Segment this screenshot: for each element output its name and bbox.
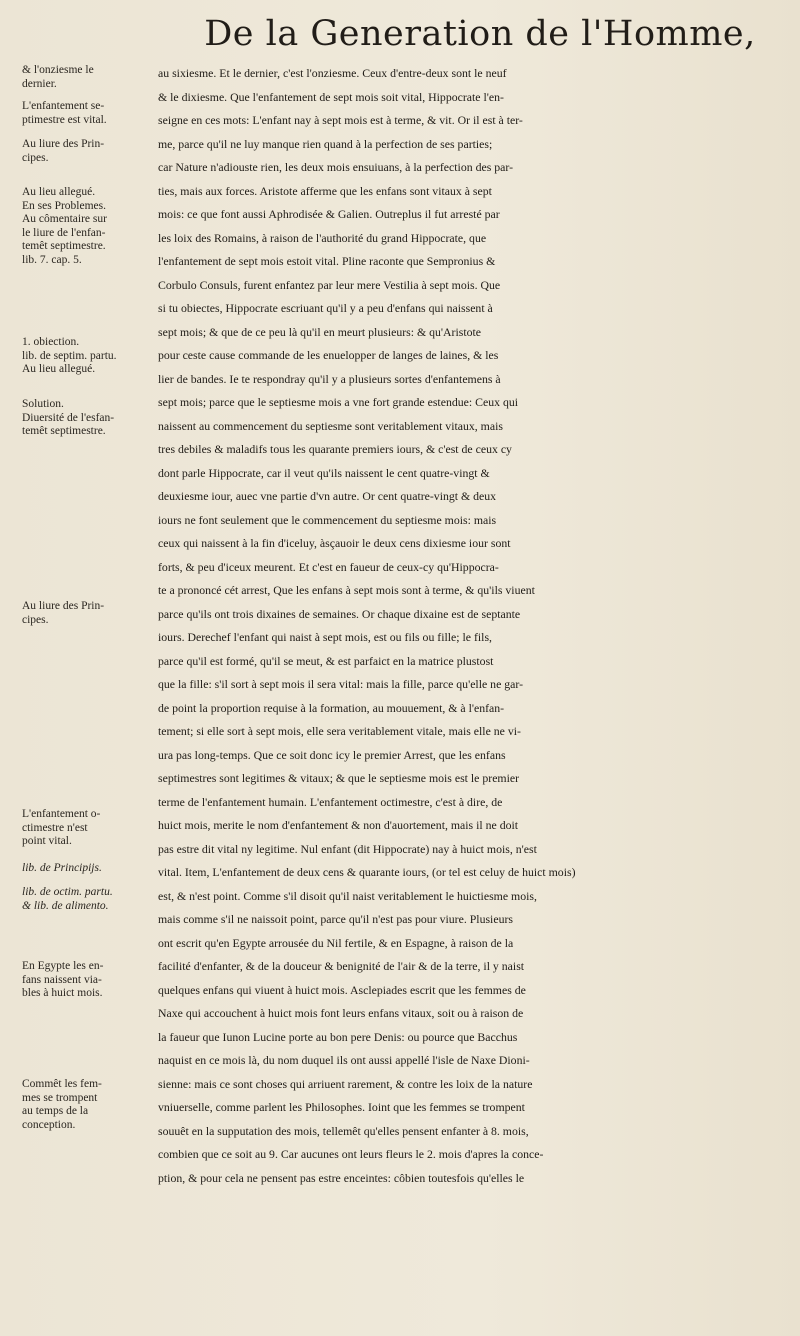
text-line: ura pas long-temps. Que ce soit donc icy le premier Arrest, que les enfans	[158, 747, 506, 762]
text-line: naissent au commencement du septiesme sont veritablement vitaux, mais	[158, 418, 503, 433]
text-line: forts, & peu d'iceux meurent. Et c'est en faueur de ceux-cy qu'Hippocra-	[158, 559, 499, 574]
margin-notes	[22, 0, 154, 1336]
text-line: & le dixiesme. Que l'enfantement de sept mois soit vital, Hippocrate l'en-	[158, 89, 504, 104]
margin-note-line: En Egypte les en-	[22, 960, 104, 972]
margin-note-line: ctimestre n'est	[22, 821, 88, 834]
margin-note-line: L'enfantement o-	[22, 808, 101, 820]
margin-note	[22, 886, 154, 913]
text-line: terme de l'enfantement humain. L'enfantement octimestre, c'est à dire, de	[158, 794, 503, 809]
margin-note	[22, 600, 154, 627]
text-line: te a prononcé cét arrest, Que les enfans à sept mois sont à terme, & qu'ils viuent	[158, 583, 535, 597]
text-line: seigne en ces mots: L'enfant nay à sept mois est à terme, & vit. Or il est à ter-	[158, 113, 523, 127]
margin-note-line: dernier.	[22, 77, 57, 90]
text-line: que la fille: s'il sort à sept mois il sera vital: mais la fille, parce qu'elle ne gar-	[158, 677, 524, 691]
text-line: les loix des Romains, à raison de l'authorité du grand Hippocrate, que	[158, 230, 487, 245]
body-text	[158, 62, 788, 1190]
text-line: ceux qui naissent à la fin d'iceluy, àsçauoir le deux cens dixiesme iour sont	[158, 536, 511, 550]
text-line: tement; si elle sort à sept mois, elle sera veritablement vitale, mais elle ne vi-	[158, 724, 521, 738]
text-line: deuxiesme iour, auec vne partie d'vn autre. Or cent quatre-vingt & deux	[158, 489, 497, 503]
margin-note-line: Solution.	[22, 398, 64, 410]
margin-note	[22, 808, 154, 849]
margin-note	[22, 64, 154, 91]
text-line: vniuerselle, comme parlent les Philosophes. Ioint que les femmes se trompent	[158, 1100, 525, 1114]
text-line: dont parle Hippocrate, car il veut qu'ils naissent le cent quatre-vingt &	[158, 465, 490, 480]
text-line: pour ceste cause commande de les enuelopper de langes de laines, & les	[158, 348, 499, 362]
text-line: l'enfantement de sept mois estoit vital. Pline raconte que Sempronius &	[158, 254, 496, 268]
margin-note	[22, 138, 154, 165]
margin-note-line: bles à huict mois.	[22, 987, 103, 999]
margin-note-line: ptimestre est vital.	[22, 113, 107, 126]
text-line: car Nature n'adiouste rien, les deux mois ensuiuans, à la perfection des par-	[158, 160, 514, 174]
margin-note	[22, 336, 154, 377]
margin-note-line: temêt septimestre.	[22, 240, 106, 252]
margin-note	[22, 100, 154, 127]
margin-note-line: conception.	[22, 1118, 76, 1131]
text-line: facilité d'enfanter, & de la douceur & benignité de l'air & de la terre, il y naist	[158, 959, 525, 973]
margin-note-line: & lib. de alimento.	[22, 899, 109, 912]
margin-note-line: & l'onziesme le	[22, 64, 94, 76]
margin-note-line: au temps de la	[22, 1105, 89, 1117]
margin-note-line: Au liure des Prin-	[22, 138, 105, 150]
text-line: iours. Derechef l'enfant qui naist à sept mois, est ou fils ou fille; le fils,	[158, 630, 492, 644]
text-line: mais comme s'il ne naissoit point, parce qu'il n'est pas pour viure. Plusieurs	[158, 912, 513, 926]
text-line: la faueur que Iunon Lucine porte au bon pere Denis: ou pource que Bacchus	[158, 1029, 518, 1044]
text-line: ption, & pour cela ne pensent pas estre enceintes: côbien toutesfois qu'elles le	[158, 1170, 525, 1185]
text-line: parce qu'il est formé, qu'il se meut, & est parfaict en la matrice plustost	[158, 653, 494, 668]
margin-note-line: Au liure des Prin-	[22, 600, 105, 612]
text-line: septimestres sont legitimes & vitaux; & que le septiesme mois est le premier	[158, 771, 520, 785]
margin-note-line: En ses Problemes.	[22, 199, 107, 212]
text-line: au sixiesme. Et le dernier, c'est l'onziesme. Ceux d'entre-deux sont le neuf	[158, 66, 507, 80]
text-line: sienne: mais ce sont choses qui arriuent rarement, & contre les loix de la nature	[158, 1076, 533, 1091]
margin-note-line: lib. de Principijs.	[22, 862, 102, 874]
margin-note-line: lib. de septim. partu.	[22, 349, 117, 362]
margin-note-line: point vital.	[22, 835, 72, 847]
margin-note	[22, 1078, 154, 1132]
margin-note-line: le liure de l'enfan-	[22, 226, 106, 239]
margin-note	[22, 398, 154, 439]
text-line: iours ne font seulement que le commencement du septiesme mois: mais	[158, 512, 497, 527]
margin-note-line: temêt septimestre.	[22, 425, 106, 437]
margin-note-line: Au cômentaire sur	[22, 213, 107, 225]
text-line: vital. Item, L'enfantement de deux cens & quarante iours, (or tel est celuy de huict mois)	[158, 865, 576, 879]
text-line: combien que ce soit au 9. Car aucunes ont leurs fleurs le 2. mois d'apres la conce-	[158, 1147, 544, 1161]
margin-note-line: Commêt les fem-	[22, 1078, 102, 1090]
text-line: quelques enfans qui viuent à huict mois. Asclepiades escrit que les femmes de	[158, 982, 526, 997]
text-line: tres debiles & maladifs tous les quarante premiers iours, & c'est de ceux cy	[158, 442, 512, 456]
margin-note-line: mes se trompent	[22, 1091, 98, 1104]
margin-note-line: Au lieu allegué.	[22, 363, 96, 375]
margin-note	[22, 186, 154, 267]
text-line: de point la proportion requise à la formation, au mouuement, & à l'enfan-	[158, 700, 505, 715]
text-line: me, parce qu'il ne luy manque rien quand à la perfection de ses parties;	[158, 136, 493, 151]
text-line: ont escrit qu'en Egypte arrousée du Nil fertile, & en Espagne, à raison de la	[158, 935, 514, 950]
text-line: huict mois, merite le nom d'enfantement & non d'auortement, mais il ne doit	[158, 818, 519, 832]
margin-note-line: lib. 7. cap. 5.	[22, 253, 82, 266]
text-line: parce qu'ils ont trois dixaines de semaines. Or chaque dixaine est de septante	[158, 606, 521, 621]
running-head: De la Generation de l'Homme,	[204, 14, 756, 54]
margin-note-line: L'enfantement se-	[22, 100, 105, 112]
text-line: pas estre dit vital ny legitime. Nul enfant (dit Hippocrate) nay à huict mois, n'est	[158, 841, 537, 856]
margin-note-line: cipes.	[22, 151, 49, 164]
margin-note	[22, 862, 154, 876]
margin-note-line: Diuersité de l'esfan-	[22, 411, 115, 424]
margin-note-line: Au lieu allegué.	[22, 186, 96, 198]
text-line: lier de bandes. Ie te respondray qu'il y a plusieurs sortes d'enfantemens à	[158, 371, 501, 386]
margin-note	[22, 960, 154, 1001]
text-line: si tu obiectes, Hippocrate escriuant qu'il y a peu d'enfans qui naissent à	[158, 301, 493, 315]
text-line: sept mois; parce que le septiesme mois a vne fort grande estendue: Ceux qui	[158, 395, 519, 409]
margin-note-line: fans naissent via-	[22, 973, 102, 986]
text-line: sept mois; & que de ce peu là qu'il en meurt plusieurs: & qu'Aristote	[158, 324, 482, 339]
text-line: naquist en ce mois là, du nom duquel ils ont aussi appellé l'isle de Naxe Dioni-	[158, 1053, 530, 1067]
text-line: est, & n'est point. Comme s'il disoit qu'il naist veritablement le huictiesme mois,	[158, 888, 537, 903]
text-line: mois: ce que font aussi Aphrodisée & Galien. Outreplus il fut arresté par	[158, 207, 500, 221]
margin-note-line: lib. de octim. partu.	[22, 886, 113, 898]
text-line: ties, mais aux forces. Aristote afferme que les enfans sont vitaux à sept	[158, 183, 492, 198]
text-line: souuêt en la supputation des mois, tellemêt qu'elles pensent enfanter à 8. mois,	[158, 1123, 529, 1138]
margin-note-line: 1. obiection.	[22, 336, 80, 348]
text-line: Corbulo Consuls, furent enfantez par leur mere Vestilia à sept mois. Que	[158, 277, 501, 292]
margin-note-line: cipes.	[22, 613, 49, 626]
text-line: Naxe qui accouchent à huict mois font leurs enfans vitaux, soit ou à raison de	[158, 1006, 524, 1020]
